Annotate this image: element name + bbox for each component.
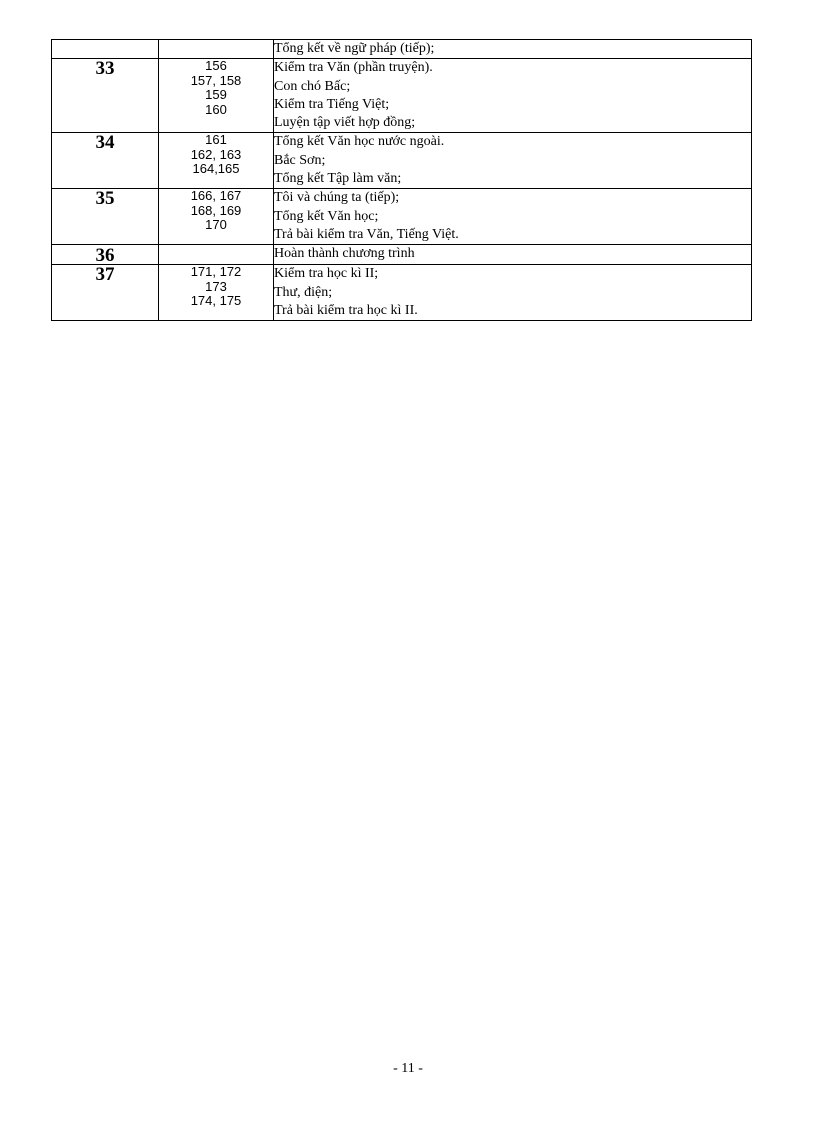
table-row: [52, 133, 752, 189]
table-row: [52, 189, 752, 245]
week-cell: [52, 40, 159, 59]
period-number: 159: [205, 87, 227, 103]
period-number: 170: [205, 217, 227, 233]
lesson-title: Tổng kết Văn học;: [274, 208, 379, 224]
period-number: 162, 163: [190, 146, 242, 162]
lesson-title: Tôi và chúng ta (tiếp);: [274, 190, 400, 206]
lesson-title: Tổng kết Văn học nước ngoài.: [274, 134, 445, 150]
lesson-title: Kiểm tra Văn (phần truyện).: [274, 60, 433, 76]
lesson-title: Tổng kết về ngữ pháp (tiếp);: [274, 41, 435, 56]
periods-cell: [159, 265, 274, 321]
periods-cell: [159, 133, 274, 189]
week-number: 34: [52, 133, 159, 189]
page-number: - 11 -: [393, 1061, 423, 1076]
table-row: [52, 59, 752, 133]
week-number: 37: [52, 265, 159, 321]
lesson-title: Trả bài kiểm tra học kì II.: [274, 302, 418, 318]
lesson-title: Luyện tập viết hợp đồng;: [274, 115, 416, 131]
lesson-title: Kiểm tra Tiếng Việt;: [274, 96, 390, 112]
period-number: 171, 172: [190, 264, 242, 280]
lesson-title: Kiểm tra học kì II;: [274, 266, 379, 282]
period-number: 174, 175: [190, 293, 242, 309]
period-number: 164,165: [192, 161, 240, 177]
table-row: [52, 245, 752, 265]
period-number: 161: [205, 132, 227, 148]
lesson-title: Trả bài kiểm tra Văn, Tiếng Việt.: [274, 226, 459, 242]
period-number: 157, 158: [190, 72, 242, 88]
lesson-title: Hoàn thành chương trình: [274, 246, 415, 262]
week-number: 35: [52, 189, 159, 245]
content-cell: [274, 189, 752, 245]
period-number: 160: [205, 101, 227, 117]
lesson-title: Con chó Bấc;: [274, 78, 351, 94]
content-cell: [274, 133, 752, 189]
periods-cell: [159, 245, 274, 265]
periods-cell: [159, 40, 274, 59]
content-cell: [274, 265, 752, 321]
period-number: 173: [205, 278, 227, 294]
content-cell: [274, 59, 752, 133]
content-cell: [274, 40, 752, 59]
periods-cell: [159, 189, 274, 245]
period-number: 156: [205, 58, 227, 74]
period-number: 166, 167: [190, 188, 242, 204]
lesson-title: Tổng kết Tập làm văn;: [274, 171, 402, 187]
lesson-plan-table: [51, 39, 752, 321]
period-number: 168, 169: [190, 202, 242, 218]
lesson-title: Thư, điện;: [274, 284, 333, 300]
week-number: 36: [52, 245, 159, 265]
table-row: [52, 40, 752, 59]
lesson-title: Bắc Sơn;: [274, 152, 326, 168]
content-cell: [274, 245, 752, 265]
periods-cell: [159, 59, 274, 133]
week-number: 33: [52, 59, 159, 133]
table-row: [52, 265, 752, 321]
